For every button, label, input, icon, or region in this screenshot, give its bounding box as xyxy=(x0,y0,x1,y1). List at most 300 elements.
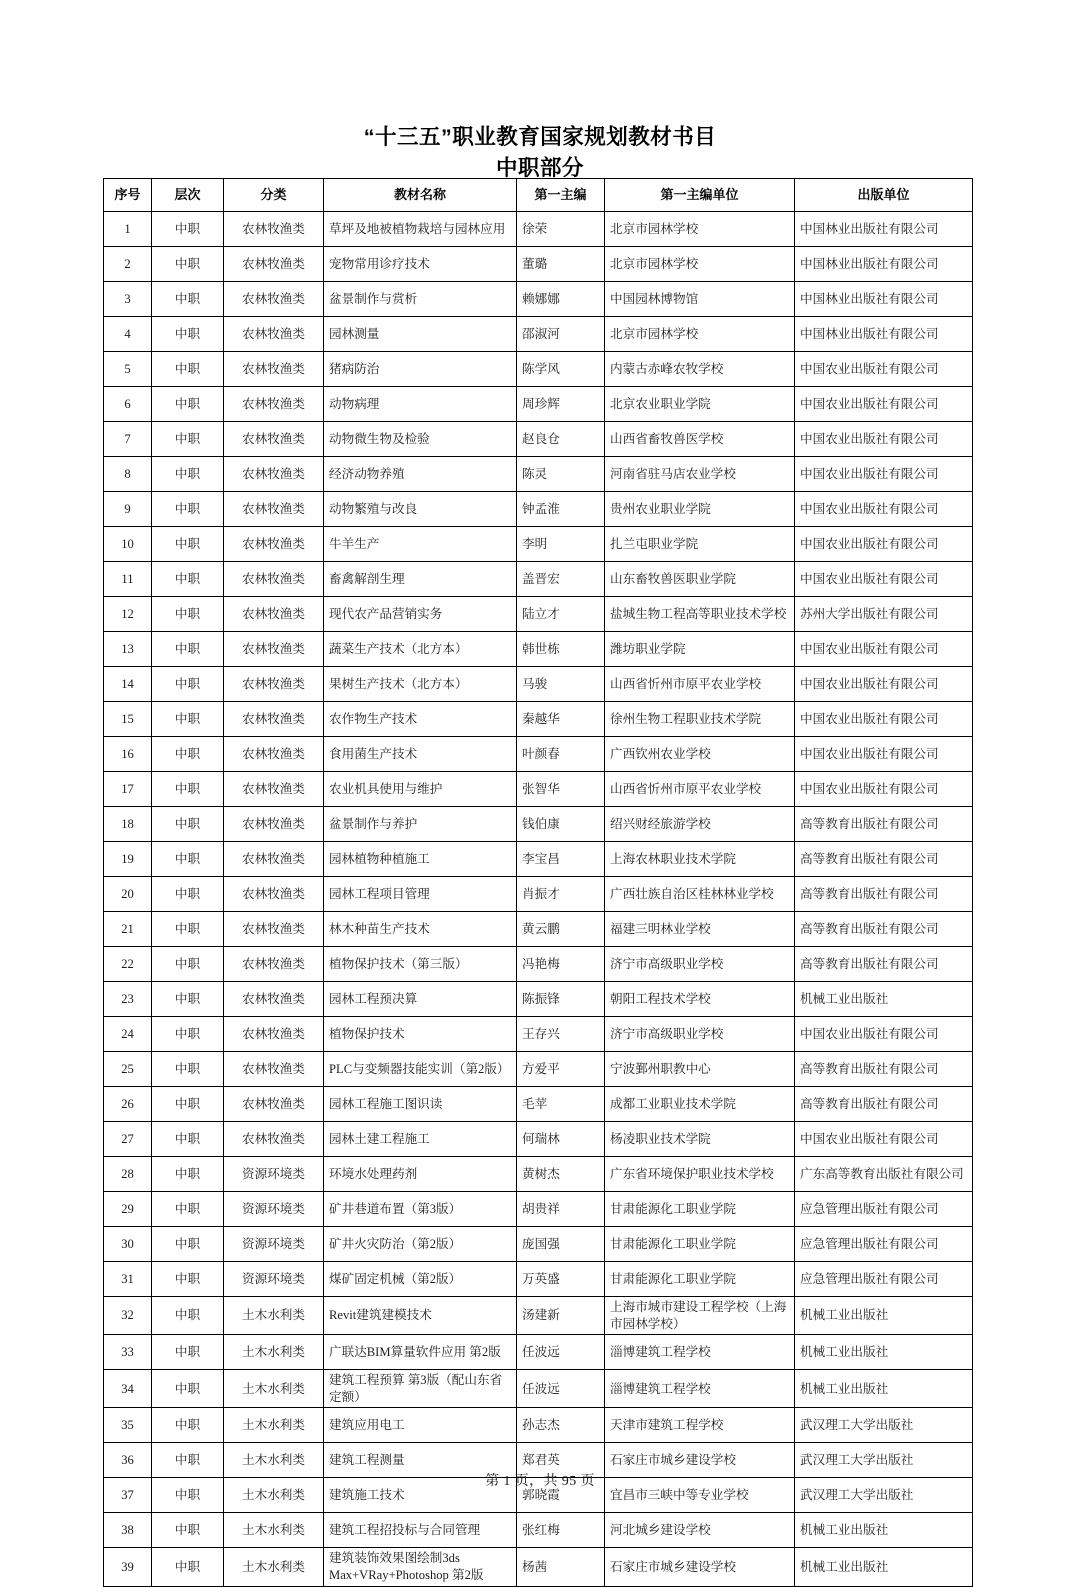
cell-unit: 山西省忻州市原平农业学校 xyxy=(605,667,795,702)
cell-level: 中职 xyxy=(152,1262,224,1297)
table-row xyxy=(104,842,973,877)
cell-editor: 董璐 xyxy=(517,247,605,282)
cell-category: 农林牧渔类 xyxy=(224,492,324,527)
cell-editor: 马骏 xyxy=(517,667,605,702)
cell-category: 农林牧渔类 xyxy=(224,947,324,982)
cell-category: 农林牧渔类 xyxy=(224,1052,324,1087)
cell-publisher: 中国农业出版社有限公司 xyxy=(795,772,973,807)
cell-unit: 朝阳工程技术学校 xyxy=(605,982,795,1017)
cell-level: 中职 xyxy=(152,702,224,737)
cell-unit: 山西省忻州市原平农业学校 xyxy=(605,772,795,807)
cell-unit: 绍兴财经旅游学校 xyxy=(605,807,795,842)
cell-level: 中职 xyxy=(152,212,224,247)
cell-unit: 徐州生物工程职业技术学院 xyxy=(605,702,795,737)
cell-unit: 宁波鄞州职教中心 xyxy=(605,1052,795,1087)
cell-level: 中职 xyxy=(152,1408,224,1443)
column-header-title: 教材名称 xyxy=(324,179,517,212)
cell-publisher: 高等教育出版社有限公司 xyxy=(795,807,973,842)
cell-category: 农林牧渔类 xyxy=(224,247,324,282)
cell-title: 畜禽解剖生理 xyxy=(324,562,517,597)
cell-publisher: 中国农业出版社有限公司 xyxy=(795,1122,973,1157)
cell-title: 园林工程项目管理 xyxy=(324,877,517,912)
cell-category: 土木水利类 xyxy=(224,1335,324,1370)
cell-unit: 广西壮族自治区桂林林业学校 xyxy=(605,877,795,912)
booklist-table-container xyxy=(103,178,972,1587)
cell-level: 中职 xyxy=(152,597,224,632)
cell-editor: 张红梅 xyxy=(517,1513,605,1548)
cell-index: 10 xyxy=(104,527,152,562)
cell-level: 中职 xyxy=(152,737,224,772)
cell-publisher: 机械工业出版社 xyxy=(795,1335,973,1370)
cell-title: 牛羊生产 xyxy=(324,527,517,562)
cell-unit: 杨凌职业技术学院 xyxy=(605,1122,795,1157)
cell-index: 5 xyxy=(104,352,152,387)
cell-index: 6 xyxy=(104,387,152,422)
cell-title: 建筑工程预算 第3版（配山东省定额） xyxy=(324,1370,517,1408)
table-row xyxy=(104,492,973,527)
cell-category: 农林牧渔类 xyxy=(224,527,324,562)
cell-publisher: 高等教育出版社有限公司 xyxy=(795,1052,973,1087)
cell-category: 农林牧渔类 xyxy=(224,387,324,422)
cell-publisher: 高等教育出版社有限公司 xyxy=(795,947,973,982)
cell-editor: 任波远 xyxy=(517,1370,605,1408)
table-row xyxy=(104,632,973,667)
table-row xyxy=(104,1548,973,1586)
cell-editor: 周珍辉 xyxy=(517,387,605,422)
cell-index: 33 xyxy=(104,1335,152,1370)
cell-unit: 中国园林博物馆 xyxy=(605,282,795,317)
cell-title: 动物病理 xyxy=(324,387,517,422)
table-row xyxy=(104,1262,973,1297)
table-row xyxy=(104,317,973,352)
cell-editor: 孙志杰 xyxy=(517,1408,605,1443)
cell-publisher: 武汉理工大学出版社 xyxy=(795,1408,973,1443)
column-header-unit: 第一主编单位 xyxy=(605,179,795,212)
cell-index: 22 xyxy=(104,947,152,982)
cell-editor: 陈灵 xyxy=(517,457,605,492)
cell-index: 25 xyxy=(104,1052,152,1087)
cell-category: 农林牧渔类 xyxy=(224,597,324,632)
cell-index: 19 xyxy=(104,842,152,877)
cell-editor: 万英盛 xyxy=(517,1262,605,1297)
cell-index: 30 xyxy=(104,1227,152,1262)
cell-index: 3 xyxy=(104,282,152,317)
cell-unit: 淄博建筑工程学校 xyxy=(605,1335,795,1370)
cell-unit: 广西钦州农业学校 xyxy=(605,737,795,772)
cell-unit: 天津市建筑工程学校 xyxy=(605,1408,795,1443)
column-header-category: 分类 xyxy=(224,179,324,212)
cell-level: 中职 xyxy=(152,1335,224,1370)
table-row xyxy=(104,562,973,597)
cell-editor: 何瑞林 xyxy=(517,1122,605,1157)
cell-index: 28 xyxy=(104,1157,152,1192)
cell-unit: 北京市园林学校 xyxy=(605,317,795,352)
cell-unit: 甘肃能源化工职业学院 xyxy=(605,1262,795,1297)
cell-publisher: 机械工业出版社 xyxy=(795,1370,973,1408)
cell-index: 1 xyxy=(104,212,152,247)
cell-publisher: 中国农业出版社有限公司 xyxy=(795,737,973,772)
cell-publisher: 中国农业出版社有限公司 xyxy=(795,352,973,387)
cell-unit: 石家庄市城乡建设学校 xyxy=(605,1443,795,1478)
cell-publisher: 机械工业出版社 xyxy=(795,1548,973,1586)
cell-level: 中职 xyxy=(152,1443,224,1478)
cell-category: 农林牧渔类 xyxy=(224,1017,324,1052)
cell-title: 猪病防治 xyxy=(324,352,517,387)
cell-publisher: 中国农业出版社有限公司 xyxy=(795,1017,973,1052)
cell-index: 23 xyxy=(104,982,152,1017)
cell-index: 26 xyxy=(104,1087,152,1122)
cell-title: 建筑装饰效果图绘制3ds Max+VRay+Photoshop 第2版 xyxy=(324,1548,517,1586)
table-row xyxy=(104,527,973,562)
cell-publisher: 中国农业出版社有限公司 xyxy=(795,387,973,422)
cell-category: 农林牧渔类 xyxy=(224,807,324,842)
cell-editor: 冯艳梅 xyxy=(517,947,605,982)
cell-publisher: 武汉理工大学出版社 xyxy=(795,1478,973,1513)
cell-title: 园林植物种植施工 xyxy=(324,842,517,877)
cell-editor: 秦越华 xyxy=(517,702,605,737)
cell-title: 宠物常用诊疗技术 xyxy=(324,247,517,282)
cell-title: 植物保护技术 xyxy=(324,1017,517,1052)
cell-level: 中职 xyxy=(152,1017,224,1052)
cell-index: 13 xyxy=(104,632,152,667)
cell-editor: 盖晋宏 xyxy=(517,562,605,597)
column-header-editor: 第一主编 xyxy=(517,179,605,212)
cell-editor: 赵良仓 xyxy=(517,422,605,457)
cell-unit: 内蒙古赤峰农牧学校 xyxy=(605,352,795,387)
cell-title: 盆景制作与赏析 xyxy=(324,282,517,317)
cell-editor: 郭晓霞 xyxy=(517,1478,605,1513)
cell-level: 中职 xyxy=(152,1513,224,1548)
cell-title: 园林测量 xyxy=(324,317,517,352)
table-row xyxy=(104,982,973,1017)
cell-publisher: 中国农业出版社有限公司 xyxy=(795,457,973,492)
cell-category: 农林牧渔类 xyxy=(224,877,324,912)
booklist-table xyxy=(103,178,973,1587)
cell-index: 11 xyxy=(104,562,152,597)
cell-level: 中职 xyxy=(152,842,224,877)
cell-unit: 济宁市高级职业学校 xyxy=(605,1017,795,1052)
cell-index: 32 xyxy=(104,1297,152,1335)
cell-publisher: 高等教育出版社有限公司 xyxy=(795,877,973,912)
cell-unit: 石家庄市城乡建设学校 xyxy=(605,1548,795,1586)
cell-editor: 邵淑河 xyxy=(517,317,605,352)
cell-level: 中职 xyxy=(152,457,224,492)
cell-title: 园林工程施工图识读 xyxy=(324,1087,517,1122)
cell-publisher: 苏州大学出版社有限公司 xyxy=(795,597,973,632)
cell-editor: 陈学风 xyxy=(517,352,605,387)
cell-unit: 山东畜牧兽医职业学院 xyxy=(605,562,795,597)
cell-title: 环境水处理药剂 xyxy=(324,1157,517,1192)
table-row xyxy=(104,282,973,317)
cell-index: 31 xyxy=(104,1262,152,1297)
table-row xyxy=(104,1122,973,1157)
cell-index: 17 xyxy=(104,772,152,807)
cell-unit: 济宁市高级职业学校 xyxy=(605,947,795,982)
cell-category: 土木水利类 xyxy=(224,1370,324,1408)
table-row xyxy=(104,1052,973,1087)
table-row xyxy=(104,387,973,422)
cell-category: 资源环境类 xyxy=(224,1262,324,1297)
cell-index: 7 xyxy=(104,422,152,457)
table-row xyxy=(104,422,973,457)
cell-title: 动物繁殖与改良 xyxy=(324,492,517,527)
cell-level: 中职 xyxy=(152,1478,224,1513)
cell-category: 土木水利类 xyxy=(224,1408,324,1443)
cell-title: 草坪及地被植物栽培与园林应用 xyxy=(324,212,517,247)
cell-unit: 甘肃能源化工职业学院 xyxy=(605,1227,795,1262)
column-header-index: 序号 xyxy=(104,179,152,212)
column-header-publisher: 出版单位 xyxy=(795,179,973,212)
cell-unit: 潍坊职业学院 xyxy=(605,632,795,667)
cell-level: 中职 xyxy=(152,632,224,667)
cell-unit: 上海农林职业技术学院 xyxy=(605,842,795,877)
cell-unit: 盐城生物工程高等职业技术学校 xyxy=(605,597,795,632)
cell-category: 土木水利类 xyxy=(224,1443,324,1478)
table-header-row xyxy=(104,179,973,212)
table-row xyxy=(104,947,973,982)
cell-level: 中职 xyxy=(152,912,224,947)
table-row xyxy=(104,807,973,842)
page-subtitle: 中职部分 xyxy=(495,155,584,180)
cell-publisher: 中国林业出版社有限公司 xyxy=(795,282,973,317)
cell-editor: 张智华 xyxy=(517,772,605,807)
table-row xyxy=(104,702,973,737)
cell-editor: 韩世栋 xyxy=(517,632,605,667)
cell-category: 农林牧渔类 xyxy=(224,352,324,387)
cell-index: 24 xyxy=(104,1017,152,1052)
cell-editor: 赖娜娜 xyxy=(517,282,605,317)
cell-editor: 汤建新 xyxy=(517,1297,605,1335)
cell-editor: 方爱平 xyxy=(517,1052,605,1087)
table-row xyxy=(104,1297,973,1335)
table-row xyxy=(104,352,973,387)
cell-title: 植物保护技术（第三版） xyxy=(324,947,517,982)
cell-unit: 淄博建筑工程学校 xyxy=(605,1370,795,1408)
cell-category: 农林牧渔类 xyxy=(224,842,324,877)
table-row xyxy=(104,597,973,632)
cell-level: 中职 xyxy=(152,492,224,527)
cell-title: 盆景制作与养护 xyxy=(324,807,517,842)
cell-title: 建筑应用电工 xyxy=(324,1408,517,1443)
cell-publisher: 机械工业出版社 xyxy=(795,1513,973,1548)
cell-editor: 李宝昌 xyxy=(517,842,605,877)
cell-category: 农林牧渔类 xyxy=(224,912,324,947)
cell-publisher: 应急管理出版社有限公司 xyxy=(795,1262,973,1297)
cell-level: 中职 xyxy=(152,387,224,422)
cell-category: 资源环境类 xyxy=(224,1227,324,1262)
cell-category: 农林牧渔类 xyxy=(224,702,324,737)
cell-index: 9 xyxy=(104,492,152,527)
table-row xyxy=(104,1087,973,1122)
cell-publisher: 中国农业出版社有限公司 xyxy=(795,667,973,702)
cell-index: 18 xyxy=(104,807,152,842)
cell-level: 中职 xyxy=(152,1122,224,1157)
cell-title: 动物微生物及检验 xyxy=(324,422,517,457)
cell-level: 中职 xyxy=(152,422,224,457)
cell-title: 建筑工程测量 xyxy=(324,1443,517,1478)
cell-unit: 宜昌市三峡中等专业学校 xyxy=(605,1478,795,1513)
cell-category: 土木水利类 xyxy=(224,1548,324,1586)
cell-category: 土木水利类 xyxy=(224,1513,324,1548)
cell-level: 中职 xyxy=(152,247,224,282)
cell-category: 农林牧渔类 xyxy=(224,422,324,457)
cell-publisher: 广东高等教育出版社有限公司 xyxy=(795,1157,973,1192)
table-body xyxy=(104,212,973,1587)
cell-level: 中职 xyxy=(152,807,224,842)
cell-index: 37 xyxy=(104,1478,152,1513)
cell-category: 农林牧渔类 xyxy=(224,282,324,317)
cell-level: 中职 xyxy=(152,352,224,387)
cell-unit: 扎兰屯职业学院 xyxy=(605,527,795,562)
cell-publisher: 中国林业出版社有限公司 xyxy=(795,317,973,352)
cell-level: 中职 xyxy=(152,772,224,807)
cell-editor: 黄树杰 xyxy=(517,1157,605,1192)
cell-category: 农林牧渔类 xyxy=(224,212,324,247)
cell-level: 中职 xyxy=(152,1297,224,1335)
table-row xyxy=(104,1017,973,1052)
cell-level: 中职 xyxy=(152,877,224,912)
table-row xyxy=(104,1227,973,1262)
cell-unit: 贵州农业职业学院 xyxy=(605,492,795,527)
cell-unit: 甘肃能源化工职业学院 xyxy=(605,1192,795,1227)
cell-title: 煤矿固定机械（第2版） xyxy=(324,1262,517,1297)
cell-level: 中职 xyxy=(152,947,224,982)
cell-title: 建筑施工技术 xyxy=(324,1478,517,1513)
cell-category: 资源环境类 xyxy=(224,1157,324,1192)
cell-unit: 山西省畜牧兽医学校 xyxy=(605,422,795,457)
cell-category: 农林牧渔类 xyxy=(224,317,324,352)
cell-category: 土木水利类 xyxy=(224,1478,324,1513)
cell-title: Revit建筑建模技术 xyxy=(324,1297,517,1335)
cell-index: 15 xyxy=(104,702,152,737)
page-title: “十三五”职业教育国家规划教材书目 xyxy=(363,125,717,149)
cell-editor: 黄云鹏 xyxy=(517,912,605,947)
cell-title: 现代农产品营销实务 xyxy=(324,597,517,632)
cell-level: 中职 xyxy=(152,667,224,702)
table-row xyxy=(104,1408,973,1443)
cell-level: 中职 xyxy=(152,527,224,562)
cell-title: 建筑工程招投标与合同管理 xyxy=(324,1513,517,1548)
cell-index: 8 xyxy=(104,457,152,492)
cell-category: 农林牧渔类 xyxy=(224,982,324,1017)
table-row xyxy=(104,1157,973,1192)
cell-index: 35 xyxy=(104,1408,152,1443)
cell-unit: 北京市园林学校 xyxy=(605,212,795,247)
cell-category: 农林牧渔类 xyxy=(224,1087,324,1122)
cell-level: 中职 xyxy=(152,1192,224,1227)
cell-index: 27 xyxy=(104,1122,152,1157)
cell-category: 资源环境类 xyxy=(224,1192,324,1227)
cell-category: 农林牧渔类 xyxy=(224,632,324,667)
cell-level: 中职 xyxy=(152,1370,224,1408)
cell-title: 广联达BIM算量软件应用 第2版 xyxy=(324,1335,517,1370)
cell-category: 农林牧渔类 xyxy=(224,562,324,597)
cell-title: 蔬菜生产技术（北方本） xyxy=(324,632,517,667)
cell-category: 农林牧渔类 xyxy=(224,1122,324,1157)
cell-title: 园林工程预决算 xyxy=(324,982,517,1017)
cell-title: 农业机具使用与维护 xyxy=(324,772,517,807)
cell-level: 中职 xyxy=(152,1052,224,1087)
table-row xyxy=(104,667,973,702)
cell-publisher: 中国农业出版社有限公司 xyxy=(795,702,973,737)
table-row xyxy=(104,737,973,772)
cell-index: 39 xyxy=(104,1548,152,1586)
cell-editor: 郑君英 xyxy=(517,1443,605,1478)
cell-publisher: 机械工业出版社 xyxy=(795,1297,973,1335)
cell-title: 矿井火灾防治（第2版） xyxy=(324,1227,517,1262)
cell-category: 农林牧渔类 xyxy=(224,457,324,492)
cell-title: 矿井巷道布置（第3版） xyxy=(324,1192,517,1227)
cell-publisher: 中国农业出版社有限公司 xyxy=(795,562,973,597)
cell-level: 中职 xyxy=(152,282,224,317)
column-header-level: 层次 xyxy=(152,179,224,212)
cell-editor: 叶颜春 xyxy=(517,737,605,772)
cell-unit: 广东省环境保护职业技术学校 xyxy=(605,1157,795,1192)
cell-unit: 河北城乡建设学校 xyxy=(605,1513,795,1548)
cell-publisher: 中国林业出版社有限公司 xyxy=(795,212,973,247)
table-row xyxy=(104,912,973,947)
table-row xyxy=(104,457,973,492)
table-row xyxy=(104,212,973,247)
cell-category: 农林牧渔类 xyxy=(224,772,324,807)
page-footer: 第 1 页，共 95 页 xyxy=(485,1474,595,1489)
table-row xyxy=(104,1192,973,1227)
table-row xyxy=(104,1335,973,1370)
cell-publisher: 高等教育出版社有限公司 xyxy=(795,842,973,877)
cell-publisher: 武汉理工大学出版社 xyxy=(795,1443,973,1478)
table-header xyxy=(104,179,973,212)
cell-editor: 陈振锋 xyxy=(517,982,605,1017)
cell-editor: 钟孟淮 xyxy=(517,492,605,527)
cell-index: 14 xyxy=(104,667,152,702)
cell-publisher: 中国农业出版社有限公司 xyxy=(795,632,973,667)
cell-publisher: 机械工业出版社 xyxy=(795,982,973,1017)
cell-level: 中职 xyxy=(152,562,224,597)
cell-editor: 肖振才 xyxy=(517,877,605,912)
cell-publisher: 应急管理出版社有限公司 xyxy=(795,1192,973,1227)
table-row xyxy=(104,772,973,807)
cell-publisher: 应急管理出版社有限公司 xyxy=(795,1227,973,1262)
cell-level: 中职 xyxy=(152,1227,224,1262)
cell-editor: 毛苹 xyxy=(517,1087,605,1122)
cell-unit: 河南省驻马店农业学校 xyxy=(605,457,795,492)
cell-editor: 杨茜 xyxy=(517,1548,605,1586)
cell-index: 16 xyxy=(104,737,152,772)
cell-publisher: 中国农业出版社有限公司 xyxy=(795,422,973,457)
cell-level: 中职 xyxy=(152,1157,224,1192)
cell-publisher: 中国农业出版社有限公司 xyxy=(795,492,973,527)
cell-level: 中职 xyxy=(152,317,224,352)
table-row xyxy=(104,247,973,282)
cell-title: 食用菌生产技术 xyxy=(324,737,517,772)
cell-title: 果树生产技术（北方本） xyxy=(324,667,517,702)
cell-editor: 胡贵祥 xyxy=(517,1192,605,1227)
table-row xyxy=(104,1513,973,1548)
cell-index: 29 xyxy=(104,1192,152,1227)
cell-index: 4 xyxy=(104,317,152,352)
table-row xyxy=(104,1370,973,1408)
cell-category: 土木水利类 xyxy=(224,1297,324,1335)
cell-editor: 庞国强 xyxy=(517,1227,605,1262)
cell-unit: 北京农业职业学院 xyxy=(605,387,795,422)
cell-publisher: 高等教育出版社有限公司 xyxy=(795,1087,973,1122)
cell-title: PLC与变频器技能实训（第2版） xyxy=(324,1052,517,1087)
cell-title: 园林土建工程施工 xyxy=(324,1122,517,1157)
document-header xyxy=(0,0,1080,183)
cell-publisher: 中国农业出版社有限公司 xyxy=(795,527,973,562)
cell-unit: 上海市城市建设工程学校（上海市园林学校） xyxy=(605,1297,795,1335)
cell-index: 34 xyxy=(104,1370,152,1408)
